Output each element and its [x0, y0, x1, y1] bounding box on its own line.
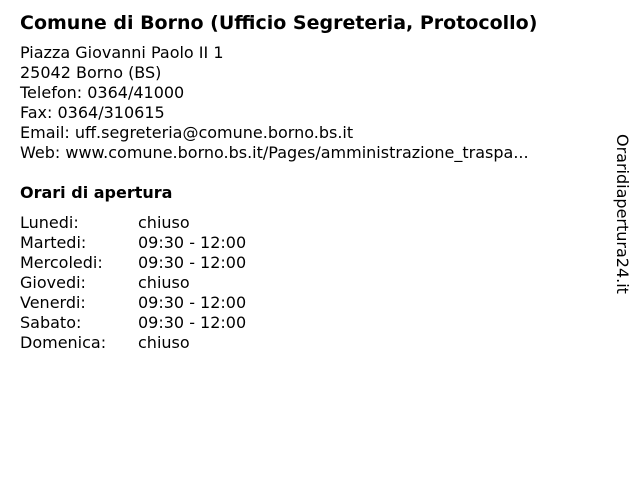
fax-number: Fax: 0364/310615 — [20, 103, 165, 122]
hours-value: chiuso — [138, 333, 190, 352]
site-watermark: Oraridiapertura24.it — [613, 134, 632, 294]
day-label: Venerdi: — [20, 293, 86, 312]
opening-hours-table — [20, 213, 320, 353]
phone-number: Telefon: 0364/41000 — [20, 83, 185, 102]
hours-value: chiuso — [138, 273, 190, 292]
hours-row-sunday — [20, 333, 320, 353]
city-postal: 25042 Borno (BS) — [20, 63, 162, 82]
hours-row-monday — [20, 213, 320, 233]
website: Web: www.comune.borno.bs.it/Pages/amministrazione_traspa... — [20, 143, 529, 162]
street-address: Piazza Giovanni Paolo II 1 — [20, 43, 224, 62]
hours-value: 09:30 - 12:00 — [138, 253, 247, 272]
hours-value: 09:30 - 12:00 — [138, 313, 247, 332]
day-label: Domenica: — [20, 333, 107, 352]
day-label: Sabato: — [20, 313, 82, 332]
hours-row-thursday — [20, 273, 320, 293]
day-label: Martedi: — [20, 233, 87, 252]
page-title: Comune di Borno (Ufficio Segreteria, Protocollo) — [20, 12, 538, 34]
hours-value: 09:30 - 12:00 — [138, 293, 247, 312]
address-block — [20, 43, 529, 163]
hours-value: chiuso — [138, 213, 190, 232]
hours-row-wednesday — [20, 253, 320, 273]
opening-hours-heading: Orari di apertura — [20, 183, 173, 202]
day-label: Mercoledi: — [20, 253, 103, 272]
hours-row-tuesday — [20, 233, 320, 253]
day-label: Lunedi: — [20, 213, 79, 232]
day-label: Giovedi: — [20, 273, 86, 292]
hours-row-saturday — [20, 313, 320, 333]
hours-row-friday — [20, 293, 320, 313]
hours-value: 09:30 - 12:00 — [138, 233, 247, 252]
email-address: Email: uff.segreteria@comune.borno.bs.it — [20, 123, 354, 142]
